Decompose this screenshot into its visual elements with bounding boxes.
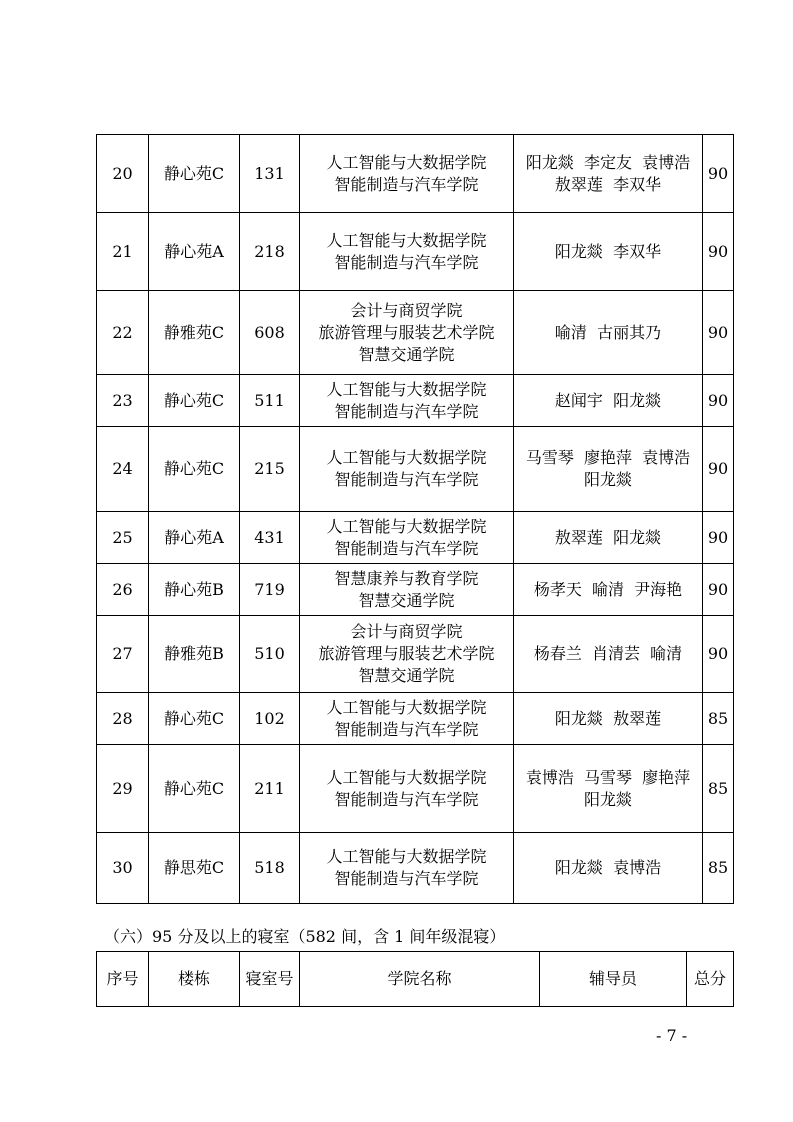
cell-building: 静心苑C bbox=[149, 693, 240, 745]
college-line: 人工智能与大数据学院 bbox=[326, 767, 487, 787]
cell-no: 22 bbox=[97, 291, 149, 375]
table-row bbox=[97, 833, 734, 904]
cell-room: 608 bbox=[240, 291, 300, 375]
college-line: 智能制造与汽车学院 bbox=[334, 401, 479, 421]
next-section-table bbox=[96, 951, 734, 1007]
header-no: 序号 bbox=[97, 952, 149, 1007]
cell-building: 静心苑C bbox=[149, 375, 240, 427]
cell-room: 211 bbox=[240, 745, 300, 833]
counselor-line: 赵闻宇 阳龙燚 bbox=[554, 390, 662, 410]
counselor-line: 马雪琴 廖艳萍 袁博浩 bbox=[525, 448, 691, 467]
college-line: 智慧交通学院 bbox=[358, 344, 455, 364]
cell-score: 85 bbox=[703, 745, 734, 833]
cell-counselors bbox=[514, 833, 703, 904]
cell-no: 24 bbox=[97, 427, 149, 512]
college-line: 人工智能与大数据学院 bbox=[326, 230, 487, 250]
counselor-line: 阳龙燚 袁博浩 bbox=[554, 858, 662, 877]
cell-score: 90 bbox=[703, 616, 734, 693]
cell-counselors bbox=[514, 512, 703, 564]
cell-colleges bbox=[300, 291, 514, 375]
cell-score: 90 bbox=[703, 135, 734, 213]
college-line: 智能制造与汽车学院 bbox=[334, 719, 479, 739]
college-line: 智慧交通学院 bbox=[358, 590, 455, 610]
cell-counselors bbox=[514, 213, 703, 291]
cell-counselors bbox=[514, 564, 703, 616]
college-line: 智能制造与汽车学院 bbox=[334, 789, 479, 809]
college-line: 智慧交通学院 bbox=[358, 666, 455, 685]
table-row bbox=[97, 135, 734, 213]
cell-no: 30 bbox=[97, 833, 149, 904]
cell-building: 静心苑B bbox=[149, 564, 240, 616]
cell-colleges bbox=[300, 693, 514, 745]
counselor-line: 阳龙燚 李双华 bbox=[554, 241, 662, 261]
table-row bbox=[97, 291, 734, 375]
cell-building: 静心苑C bbox=[149, 427, 240, 512]
college-line: 智能制造与汽车学院 bbox=[334, 869, 479, 888]
cell-building: 静心苑A bbox=[149, 512, 240, 564]
college-line: 旅游管理与服装艺术学院 bbox=[318, 322, 495, 342]
counselor-line: 阳龙燚 bbox=[583, 789, 632, 809]
header-row bbox=[97, 952, 734, 1007]
cell-counselors bbox=[514, 427, 703, 512]
table-row bbox=[97, 745, 734, 833]
cell-counselors bbox=[514, 693, 703, 745]
college-line: 人工智能与大数据学院 bbox=[326, 152, 487, 172]
counselor-line: 杨春兰 肖清芸 喻清 bbox=[533, 644, 683, 663]
table-row bbox=[97, 512, 734, 564]
cell-building: 静心苑C bbox=[149, 135, 240, 213]
college-line: 人工智能与大数据学院 bbox=[326, 448, 487, 467]
cell-no: 20 bbox=[97, 135, 149, 213]
cell-room: 218 bbox=[240, 213, 300, 291]
cell-score: 85 bbox=[703, 833, 734, 904]
college-line: 智能制造与汽车学院 bbox=[334, 470, 479, 489]
cell-building: 静心苑A bbox=[149, 213, 240, 291]
header-building: 楼栋 bbox=[149, 952, 240, 1007]
cell-colleges bbox=[300, 512, 514, 564]
college-line: 智能制造与汽车学院 bbox=[334, 174, 479, 194]
cell-room: 719 bbox=[240, 564, 300, 616]
counselor-line: 杨孝天 喻清 尹海艳 bbox=[533, 579, 683, 599]
cell-colleges bbox=[300, 616, 514, 693]
cell-score: 90 bbox=[703, 512, 734, 564]
college-line: 智慧康养与教育学院 bbox=[334, 568, 479, 588]
section-title: （六）95 分及以上的寝室（582 间，含 1 间年级混寝） bbox=[104, 927, 506, 946]
college-line: 会计与商贸学院 bbox=[350, 622, 463, 641]
cell-no: 23 bbox=[97, 375, 149, 427]
college-line: 人工智能与大数据学院 bbox=[326, 847, 487, 866]
cell-counselors bbox=[514, 616, 703, 693]
cell-counselors bbox=[514, 375, 703, 427]
table-row bbox=[97, 616, 734, 693]
counselor-line: 敖翠莲 阳龙燚 bbox=[554, 527, 662, 547]
cell-room: 215 bbox=[240, 427, 300, 512]
cell-building: 静雅苑B bbox=[149, 616, 240, 693]
table-row bbox=[97, 564, 734, 616]
header-counselor: 辅导员 bbox=[540, 952, 687, 1007]
college-line: 人工智能与大数据学院 bbox=[326, 379, 487, 399]
counselor-line: 喻清 古丽其乃 bbox=[554, 322, 662, 342]
cell-room: 511 bbox=[240, 375, 300, 427]
cell-room: 510 bbox=[240, 616, 300, 693]
college-line: 智能制造与汽车学院 bbox=[334, 252, 479, 272]
cell-colleges bbox=[300, 833, 514, 904]
cell-building: 静思苑C bbox=[149, 833, 240, 904]
counselor-line: 袁博浩 马雪琴 廖艳萍 bbox=[525, 767, 691, 787]
cell-no: 21 bbox=[97, 213, 149, 291]
cell-no: 28 bbox=[97, 693, 149, 745]
cell-score: 90 bbox=[703, 213, 734, 291]
table-row bbox=[97, 375, 734, 427]
header-college: 学院名称 bbox=[300, 952, 540, 1007]
dormitory-score-table bbox=[96, 134, 734, 904]
college-line: 旅游管理与服装艺术学院 bbox=[318, 644, 495, 663]
table-body bbox=[97, 135, 734, 904]
cell-room: 131 bbox=[240, 135, 300, 213]
cell-building: 静雅苑C bbox=[149, 291, 240, 375]
counselor-line: 阳龙燚 敖翠莲 bbox=[554, 708, 662, 728]
cell-room: 518 bbox=[240, 833, 300, 904]
cell-score: 85 bbox=[703, 693, 734, 745]
table-row bbox=[97, 213, 734, 291]
counselor-line: 阳龙燚 李定友 袁博浩 bbox=[525, 152, 691, 172]
cell-no: 29 bbox=[97, 745, 149, 833]
cell-counselors bbox=[514, 135, 703, 213]
counselor-line: 阳龙燚 bbox=[583, 470, 632, 489]
college-line: 智能制造与汽车学院 bbox=[334, 538, 479, 558]
table-row bbox=[97, 693, 734, 745]
college-line: 会计与商贸学院 bbox=[350, 300, 463, 320]
table-row bbox=[97, 427, 734, 512]
header-score: 总分 bbox=[687, 952, 734, 1007]
cell-no: 25 bbox=[97, 512, 149, 564]
cell-score: 90 bbox=[703, 291, 734, 375]
cell-score: 90 bbox=[703, 564, 734, 616]
cell-counselors bbox=[514, 745, 703, 833]
cell-room: 102 bbox=[240, 693, 300, 745]
counselor-line: 敖翠莲 李双华 bbox=[554, 174, 662, 194]
cell-colleges bbox=[300, 564, 514, 616]
college-line: 人工智能与大数据学院 bbox=[326, 516, 487, 536]
cell-colleges bbox=[300, 375, 514, 427]
cell-colleges bbox=[300, 135, 514, 213]
cell-counselors bbox=[514, 291, 703, 375]
cell-colleges bbox=[300, 427, 514, 512]
college-line: 人工智能与大数据学院 bbox=[326, 697, 487, 717]
cell-colleges bbox=[300, 745, 514, 833]
cell-building: 静心苑C bbox=[149, 745, 240, 833]
cell-no: 26 bbox=[97, 564, 149, 616]
cell-room: 431 bbox=[240, 512, 300, 564]
cell-score: 90 bbox=[703, 375, 734, 427]
header-room: 寝室号 bbox=[240, 952, 300, 1007]
page-number: - 7 - bbox=[656, 1026, 688, 1045]
cell-score: 90 bbox=[703, 427, 734, 512]
cell-no: 27 bbox=[97, 616, 149, 693]
cell-colleges bbox=[300, 213, 514, 291]
